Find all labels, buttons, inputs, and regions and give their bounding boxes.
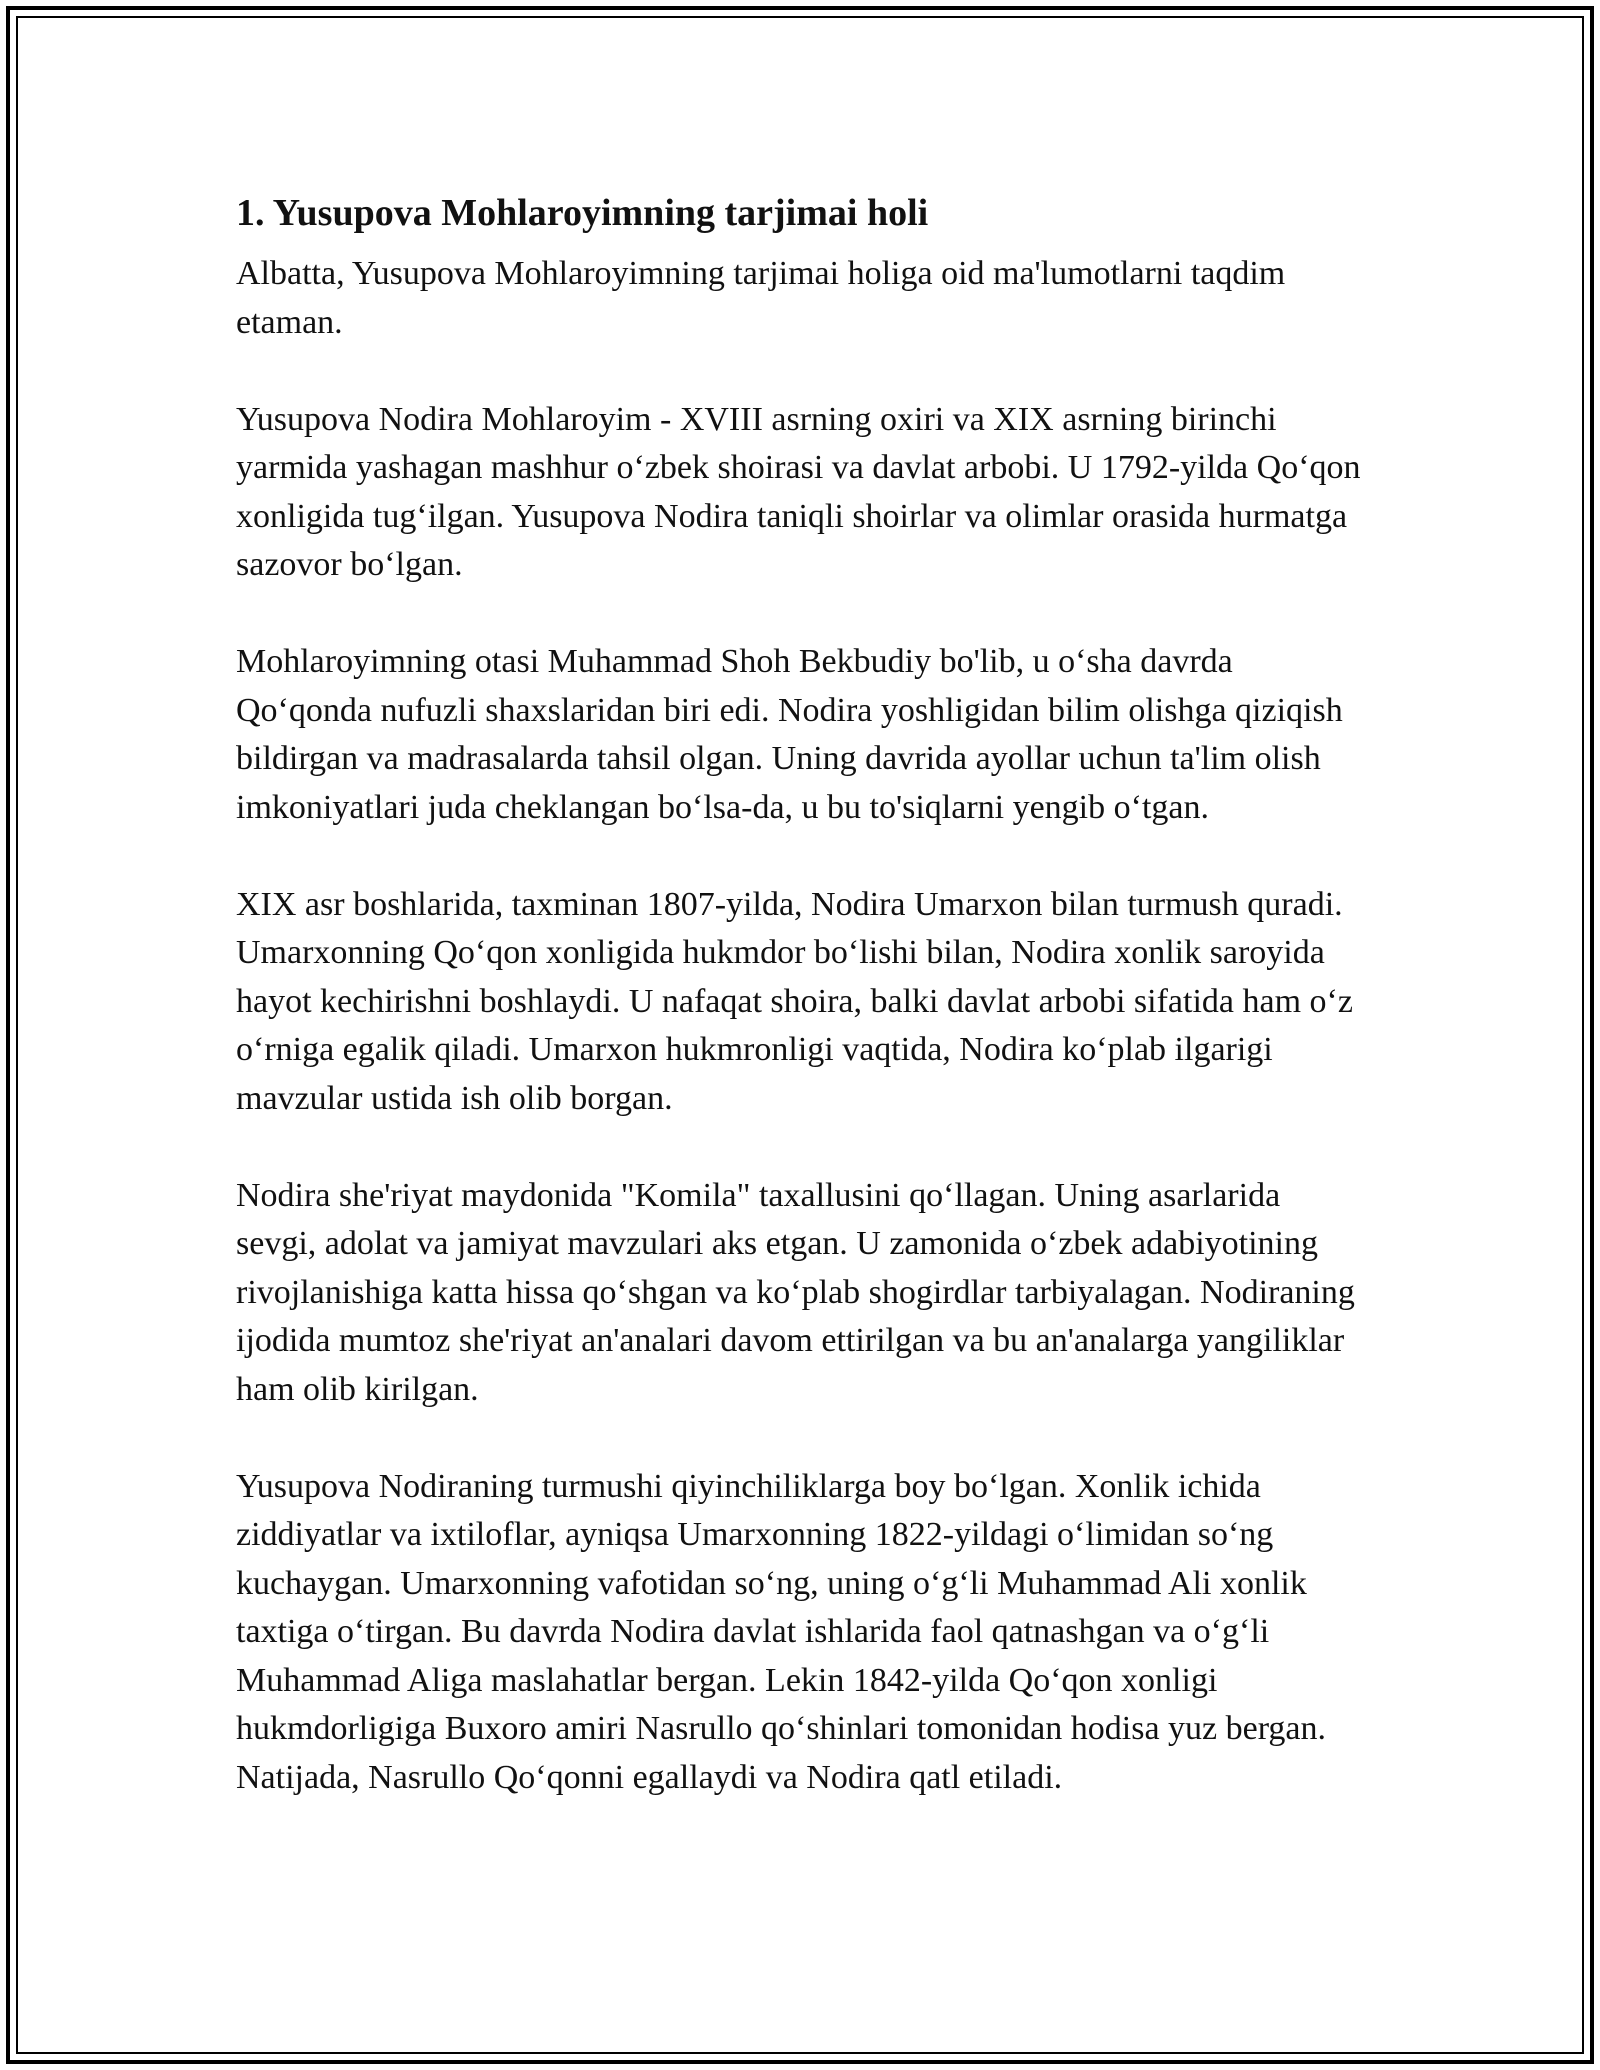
paragraph-biography: Yusupova Nodira Mohlaroyim - XVIII asrning oxiri va XIX asrning birinchi yarmida yashagan mashhur o‘zbek shoirasi va davlat arbobi. U 1792-yilda Qo‘qon xonligida tug‘ilgan. Yusupova Nodira taniqli shoirlar va olimlar orasida hurmatga sazovor bo‘lgan. (236, 400, 1361, 583)
document-body (236, 186, 1366, 1851)
paragraph-family-education: Mohlaroyimning otasi Muhammad Shoh Bekbudiy bo'lib, u o‘sha davrda Qo‘qonda nufuzli shaxslaridan biri edi. Nodira yoshligidan bilim olishga qiziqish bildirgan va madrasalarda tahsil olgan. Uning davrida ayollar uchun ta'lim olish imkoniyatlari juda cheklangan bo‘lsa-da, u bu to'siqlarni yengib o‘tgan. (236, 643, 1343, 826)
paragraph-poetry: Nodira she'riyat maydonida "Komila" taxallusini qo‘llagan. Uning asarlarida sevgi, adolat va jamiyat mavzulari aks etgan. U zamonida o‘zbek adabiyotining rivojlanishiga katta hissa qo‘shgan va ko‘plab shogirdlar tarbiyalagan. Nodiraning ijodida mumtoz she'riyat an'analari davom ettirilgan va bu an'analarga yangiliklar ham olib kirilgan. (236, 1176, 1355, 1408)
paragraph-later-life: Yusupova Nodiraning turmushi qiyinchiliklarga boy bo‘lgan. Xonlik ichida ziddiyatlar va ixtiloflar, ayniqsa Umarxonning 1822-yildagi o‘limidan so‘ng kuchaygan. Umarxonning vafotidan so‘ng, uning o‘g‘li Muhammad Ali xonlik taxtiga o‘tirgan. Bu davrda Nodira davlat ishlarida faol qatnashgan va o‘g‘li Muhammad Aliga maslahatlar bergan. Lekin 1842-yilda Qo‘qon xonligi hukmdorligiga Buxoro amiri Nasrullo qo‘shinlari tomonidan hodisa yuz bergan. Natijada, Nasrullo Qo‘qonni egallaydi va Nodira qatl etiladi. (236, 1467, 1327, 1796)
paragraph-intro: Albatta, Yusupova Mohlaroyimning tarjimai holiga oid ma'lumotlarni taqdim etaman. (236, 255, 1286, 341)
paragraph-marriage: XIX asr boshlarida, taxminan 1807-yilda, Nodira Umarxon bilan turmush quradi. Umarxonning Qo‘qon xonligida hukmdor bo‘lishi bilan, Nodira xonlik saroyida hayot kechirishni boshlaydi. U nafaqat shoira, balki davlat arbobi sifatida ham o‘z o‘rniga egalik qiladi. Umarxon hukmronligi vaqtida, Nodira ko‘plab ilgarigi mavzular ustida ish olib borgan. (236, 885, 1353, 1117)
document-title: 1. Yusupova Mohlaroyimning tarjimai holi (236, 192, 929, 234)
